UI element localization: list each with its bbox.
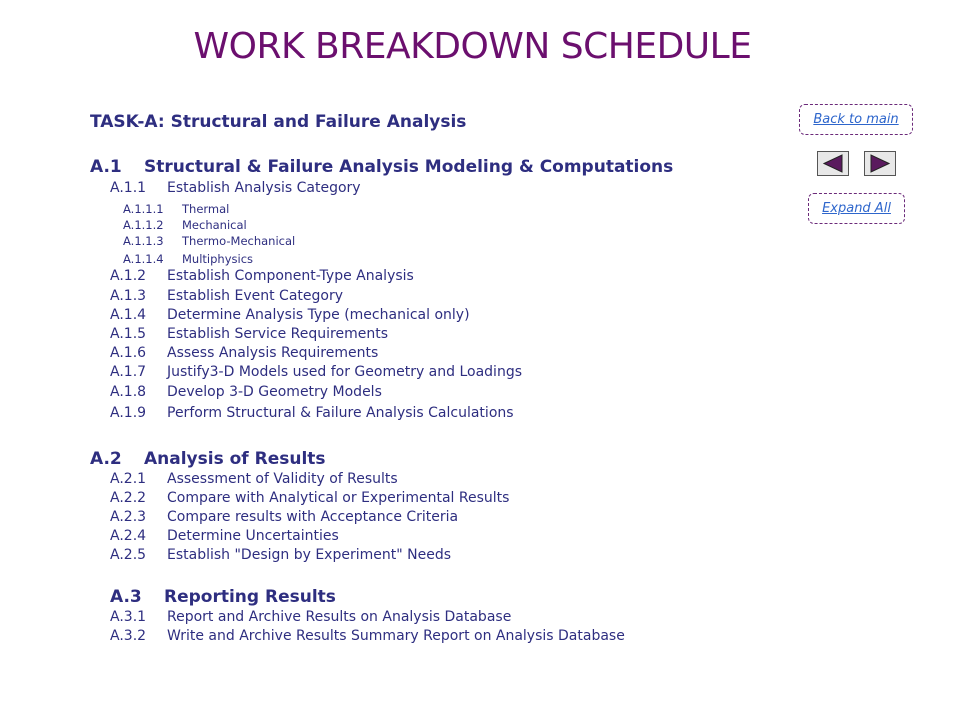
item-label: Justify3-D Models used for Geometry and Loadings	[167, 364, 523, 380]
item-number: A.1.1.1	[123, 202, 164, 216]
wbs-item-a1-2	[110, 268, 414, 284]
wbs-item-a1-1	[110, 180, 361, 196]
item-label: Determine Uncertainties	[167, 528, 339, 544]
item-label: Write and Archive Results Summary Report on Analysis Database	[167, 628, 625, 644]
wbs-item-a1-6	[110, 345, 378, 361]
section-label: Structural & Failure Analysis Modeling & Computations	[144, 157, 674, 177]
section-a3	[110, 587, 336, 607]
item-number: A.1.7	[110, 364, 147, 380]
item-number: A.1.8	[110, 384, 147, 400]
item-label: Establish "Design by Experiment" Needs	[167, 547, 451, 563]
wbs-item-a1-7	[110, 364, 522, 380]
item-number: A.1.1.2	[123, 218, 164, 232]
wbs-item-a2-1	[110, 471, 398, 487]
item-label: Establish Service Requirements	[167, 326, 389, 342]
section-number: A.2	[90, 449, 122, 469]
item-number: A.1.4	[110, 307, 147, 323]
next-slide-button[interactable]	[864, 151, 896, 176]
section-label: Reporting Results	[164, 587, 336, 607]
expand-all-link[interactable]: Expand All	[808, 193, 905, 224]
item-number: A.1.1.4	[123, 252, 164, 266]
back-to-main-link[interactable]: Back to main	[799, 104, 913, 135]
wbs-item-a2-5	[110, 547, 451, 563]
wbs-item-a2-4	[110, 528, 339, 544]
wbs-item-a1-4	[110, 307, 470, 323]
wbs-item-a3-1	[110, 609, 511, 625]
item-number: A.2.2	[110, 490, 147, 506]
wbs-item-a1-5	[110, 326, 388, 342]
wbs-item-a1-1-2	[123, 218, 247, 232]
section-a1	[90, 157, 673, 177]
item-label: Compare results with Acceptance Criteria	[167, 509, 459, 525]
item-label: Develop 3-D Geometry Models	[167, 384, 382, 400]
item-label: Perform Structural & Failure Analysis Calculations	[167, 405, 514, 421]
item-label: Assess Analysis Requirements	[167, 345, 379, 361]
item-number: A.2.4	[110, 528, 147, 544]
item-label: Compare with Analytical or Experimental Results	[167, 490, 510, 506]
item-label: Report and Archive Results on Analysis Database	[167, 609, 512, 625]
section-a2	[90, 449, 326, 469]
item-label: Assessment of Validity of Results	[167, 471, 398, 487]
wbs-item-a1-9	[110, 405, 514, 421]
item-number: A.1.9	[110, 405, 147, 421]
wbs-item-a1-1-3	[123, 234, 295, 248]
wbs-item-a2-2	[110, 490, 509, 506]
item-number: A.3.2	[110, 628, 147, 644]
wbs-item-a3-2	[110, 628, 625, 644]
wbs-item-a1-8	[110, 384, 382, 400]
item-label: Thermo-Mechanical	[182, 234, 296, 248]
section-label: Analysis of Results	[144, 449, 326, 469]
item-number: A.2.3	[110, 509, 147, 525]
item-number: A.1.1.3	[123, 234, 164, 248]
item-number: A.1.5	[110, 326, 147, 342]
section-number: A.3	[110, 587, 142, 607]
item-number: A.2.5	[110, 547, 147, 563]
item-label: Multiphysics	[182, 252, 254, 266]
section-number: A.1	[90, 157, 122, 177]
item-number: A.1.1	[110, 180, 147, 196]
previous-slide-button[interactable]	[817, 151, 849, 176]
item-number: A.1.3	[110, 288, 147, 304]
wbs-item-a2-3	[110, 509, 458, 525]
triangle-right-icon	[865, 152, 895, 175]
item-label: Establish Analysis Category	[167, 180, 361, 196]
item-label: Establish Component-Type Analysis	[167, 268, 414, 284]
item-number: A.1.2	[110, 268, 147, 284]
item-label: Determine Analysis Type (mechanical only)	[167, 307, 470, 323]
item-label: Establish Event Category	[167, 288, 343, 304]
item-number: A.2.1	[110, 471, 147, 487]
page-title: WORK BREAKDOWN SCHEDULE	[193, 26, 752, 67]
item-label: Mechanical	[182, 218, 247, 232]
triangle-left-icon	[818, 152, 848, 175]
task-title: TASK-A: Structural and Failure Analysis	[90, 112, 467, 132]
wbs-item-a1-1-1	[123, 202, 229, 216]
wbs-item-a1-3	[110, 288, 343, 304]
wbs-item-a1-1-4	[123, 252, 253, 266]
item-label: Thermal	[182, 202, 230, 216]
item-number: A.3.1	[110, 609, 147, 625]
item-number: A.1.6	[110, 345, 147, 361]
